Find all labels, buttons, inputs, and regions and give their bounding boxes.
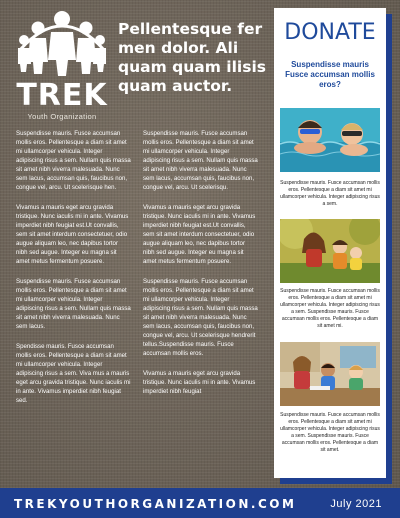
family-outdoors-photo xyxy=(280,219,380,283)
article-paragraph: Suspendisse mauris. Fusce accumsan mollis eros. Pellentesque a diam sit amet mi ullamcorper vehicula. Integer adipiscing risus a sem. Nullam quis massa sit amet nibh viverra malesuada. Nunc sem lacus, accumsan quis, faucibus non, congue vel, arcu. Ut scelerisque hendrerit tellus.Suspendisse mauris. Fusce accumsan mollis eros. xyxy=(143,278,258,357)
article-column-right xyxy=(143,129,258,407)
classroom-photo xyxy=(280,342,380,406)
footer-bar xyxy=(0,488,400,518)
website-url: TREKYOUTHORGANIZATION.COM xyxy=(14,497,297,511)
photo-caption: Suspendisse mauris. Fusce accumsan mollis eros. Pellentesque a diam sit amet mi ullamcorper vehicula. Integer adipiscing risus a sem. xyxy=(280,180,380,207)
logo-subtitle: Youth Organization xyxy=(27,112,97,121)
issue-date: July 2021 xyxy=(330,498,382,510)
article-paragraph: Spendisse mauris. Fusce accumsan mollis eros. Pellentesque a diam sit amet mi ullamcorper vehicula. Integer adipiscing risus a sem. Viva mus a mauris eget arcu gravida tristique. Nunc iaculis mi in ante. Vivamus imperdiet nibh feugiat sed. xyxy=(16,343,131,404)
organization-logo xyxy=(14,10,110,120)
photo-caption: Suspendisse mauris. Fusce accumsan mollis eros. Pellentesque a diam sit amet mi ullamcorper vehicula. Integer adipiscing risus a sem. Suspendisse mauris. Fusce accumsan mollis eros. Pellentesque a diam sit amet. xyxy=(280,412,380,453)
swimming-kids-photo xyxy=(280,108,380,172)
donate-subtitle: Suspendisse mauris Fusce accumsan mollis eros? xyxy=(285,60,375,89)
article-paragraph: Vivamus a mauris eget arcu gravida tristique. Nunc iaculis mi in ante. Vivamus imperdiet nibh feugiat xyxy=(143,370,256,395)
page-headline: Pellentesque fer men dolor. Ali quam quam ilisis quam auctor. xyxy=(118,20,266,95)
donate-title: DONATE xyxy=(284,20,376,45)
article-paragraph: Vivamus a mauris eget arcu gravida tristique. Nunc iaculis mi in ante. Vivamus imperdiet nibh feugiat est.Ut convallis, sem sit amet interdum consectetuer, odio augue aliquam leo, nec dapibus tortor nibh sed augue. Integer eu magna sit amet metus fermentum posuere. xyxy=(16,204,129,265)
article-paragraph: Vivamus a mauris eget arcu gravida tristique. Nunc iaculis mi in ante. Vivamus imperdiet nibh feugiat est.Ut convallis, sem sit amet interdum consectetuer, odio augue aliquam leo, nec dapibus tortor nibh sed augue. Integer eu magna sit amet metus fermentum posuere. xyxy=(143,204,256,265)
article-paragraph: Suspendisse mauris. Fusce accumsan mollis eros. Pellentesque a diam sit amet mi ullamcorper vehicula. Integer adipiscing risus a sem. Nullam quis massa sit amet nibh viverra malesuada. Nunc sem lacus, accumsan quis, faucibus non, congue vel, arcu. Ut scelerisque hen. xyxy=(16,130,131,191)
people-group-icon xyxy=(18,10,106,80)
logo-wordmark: TREK xyxy=(16,78,108,113)
photo-caption: Suspendisse mauris. Fusce accumsan mollis eros. Pellentesque a diam sit amet mi ullamcorper vehicula. Integer adipiscing risus a sem. Suspendisse mauris. Fusce accumsan mollis eros. Pellentesque a diam sit amet mi. xyxy=(280,288,380,329)
article-paragraph: Suspendisse mauris. Fusce accumsan mollis eros. Pellentesque a diam sit amet mi ullamcorper vehicula. Integer adipiscing risus a sem. Nullam quis massa sit amet nibh viverra malesuada. Nunc sem lacus, accumsan quis, faucibus non, congue vel, arcu. Ut scelerisqu. xyxy=(143,130,258,191)
article-paragraph: Suspendisse mauris. Fusce accumsan mollis eros. Pellentesque a diam sit amet mi ullamcorper vehicula. Integer adipiscing risus a sem. Nullam quis massa sit amet nibh viverra malesuada. Nunc sem lacus. xyxy=(16,278,131,330)
donate-panel xyxy=(274,8,386,478)
article-column-left xyxy=(16,129,131,416)
